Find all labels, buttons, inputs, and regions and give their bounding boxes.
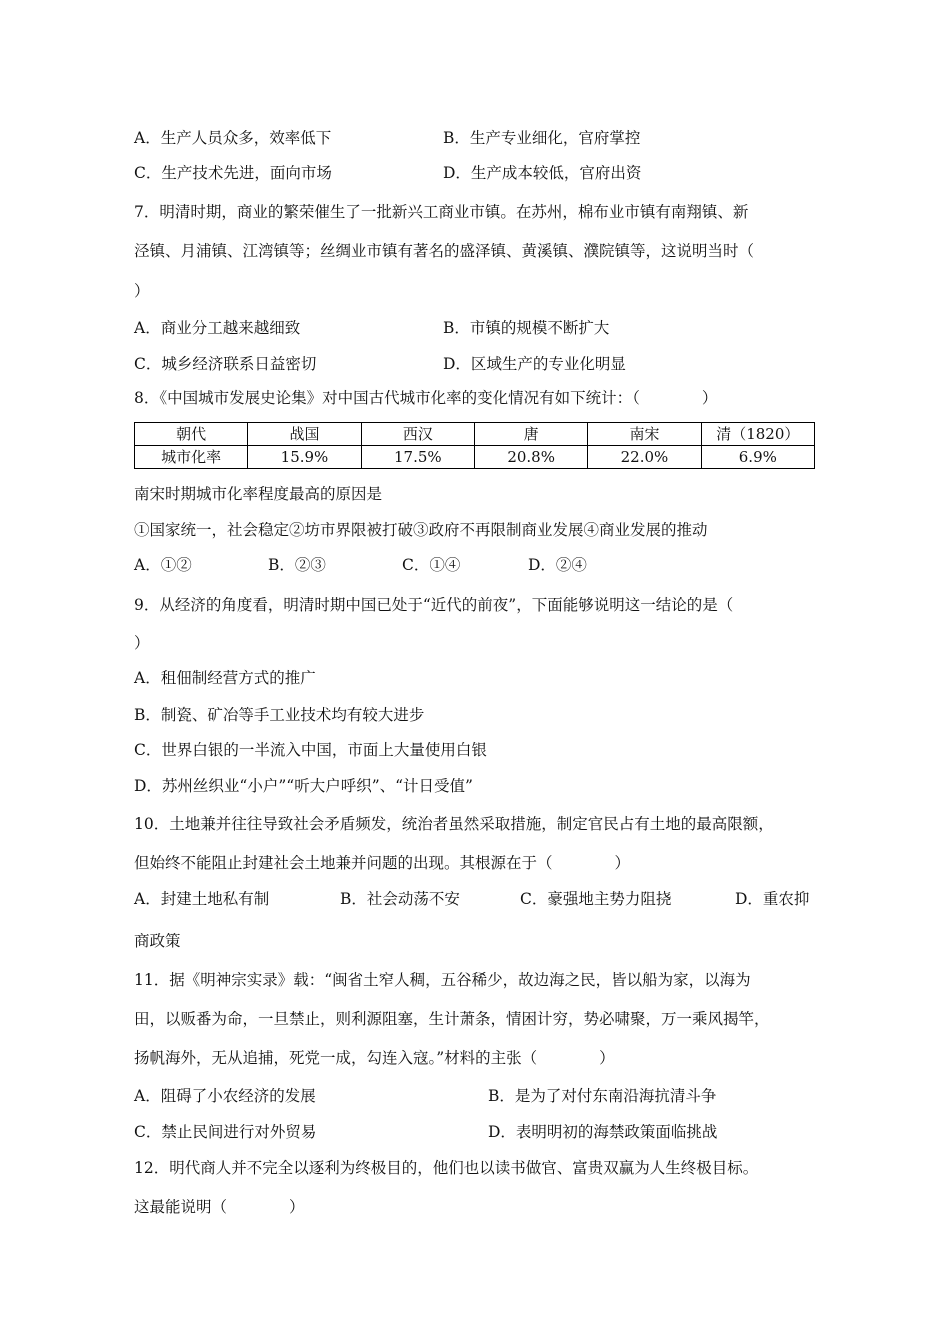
q10-stem-line-1: 10．土地兼并往往导致社会矛盾频发，统治者虽然采取措施，制定官民占有土地的最高限额， [134,815,774,833]
table-header-cell: 南宋 [588,423,701,446]
q11-option-d: D．表明明初的海禁政策面临挑战 [488,1123,718,1141]
q10-stem-line-2: 但始终不能阻止封建社会土地兼并问题的出现。其根源在于（ ） [134,854,631,872]
table-cell: 15.9% [248,446,361,469]
q7-stem-line-2: 泾镇、月浦镇、江湾镇等；丝绸业市镇有著名的盛泽镇、黄溪镇、濮院镇等，这说明当时（ [134,242,755,260]
q9-option-b: B．制瓷、矿冶等手工业技术均有较大进步 [134,706,425,724]
q8-option-c: C．①④ [402,556,461,574]
q12-stem-line-1: 12．明代商人并不完全以逐利为终极目的，他们也以读书做官、富贵双赢为人生终极目标。 [134,1159,759,1177]
q6-option-c: C．生产技术先进，面向市场 [134,164,332,182]
table-cell: 17.5% [361,446,474,469]
q10-option-a: A．封建土地私有制 [134,890,270,908]
q9-option-c: C．世界白银的一半流入中国，市面上大量使用白银 [134,741,487,759]
q8-option-d: D．②④ [528,556,587,574]
table-cell: 6.9% [701,446,814,469]
q7-stem-line-3: ） [134,282,150,300]
table-header-row [135,423,815,446]
q8-stem: 8．《中国城市发展史论集》对中国古代城市化率的变化情况有如下统计：（ ） [134,389,718,407]
table-cell: 22.0% [588,446,701,469]
q8-option-b: B．②③ [268,556,326,574]
q6-option-a: A．生产人员众多，效率低下 [134,129,332,147]
q6-option-d: D．生产成本较低，官府出资 [443,164,642,182]
q9-stem-line-2: ） [134,634,150,652]
q10-option-b: B．社会动荡不安 [340,890,460,908]
q7-option-a: A．商业分工越来越细致 [134,319,301,337]
q11-stem-line-1: 11．据《明神宗实录》载：“闽省土窄人稠，五谷稀少，故边海之民，皆以船为家，以海为 [134,971,751,989]
q10-option-d-continued: 商政策 [134,932,181,950]
q7-option-b: B．市镇的规模不断扩大 [443,319,610,337]
table-header-cell: 唐 [474,423,587,446]
q11-stem-line-3: 扬帆海外，无从追捕，死党一成，勾连入寇。”材料的主张（ ） [134,1049,615,1067]
table-header-cell: 朝代 [135,423,248,446]
q9-option-d: D．苏州丝织业“小户”“听大户呼织”、“计日受值” [134,777,473,795]
table-header-cell: 战国 [248,423,361,446]
table-row [135,446,815,469]
table-header-cell: 清（1820） [701,423,814,446]
q8-question: 南宋时期城市化率程度最高的原因是 [134,485,383,503]
table-cell: 城市化率 [135,446,248,469]
q8-option-a: A．①② [134,556,192,574]
q9-option-a: A．租佃制经营方式的推广 [134,669,316,687]
table-cell: 20.8% [474,446,587,469]
table-header-cell: 西汉 [361,423,474,446]
q11-option-a: A．阻碍了小农经济的发展 [134,1087,316,1105]
q11-stem-line-2: 田，以贩番为命，一旦禁止，则利源阻塞，生计萧条，情困计穷，势必啸聚，万一乘风揭竿， [134,1010,770,1028]
q10-option-c: C．豪强地主势力阻挠 [520,890,672,908]
q6-option-b: B．生产专业细化，官府掌控 [443,129,641,147]
q9-stem-line-1: 9．从经济的角度看，明清时期中国已处于“近代的前夜”，下面能够说明这一结论的是（ [134,596,734,614]
q7-option-c: C．城乡经济联系日益密切 [134,355,317,373]
q11-option-b: B．是为了对付东南沿海抗清斗争 [488,1087,717,1105]
q7-stem-line-1: 7．明清时期，商业的繁荣催生了一批新兴工商业市镇。在苏州，棉布业市镇有南翔镇、新 [134,203,749,221]
q7-option-d: D．区域生产的专业化明显 [443,355,626,373]
q10-option-d: D．重农抑 [735,890,810,908]
urbanization-table [134,422,815,469]
q12-stem-line-2: 这最能说明（ ） [134,1198,305,1216]
q8-items: ①国家统一，社会稳定②坊市界限被打破③政府不再限制商业发展④商业发展的推动 [134,521,708,539]
q11-option-c: C．禁止民间进行对外贸易 [134,1123,317,1141]
